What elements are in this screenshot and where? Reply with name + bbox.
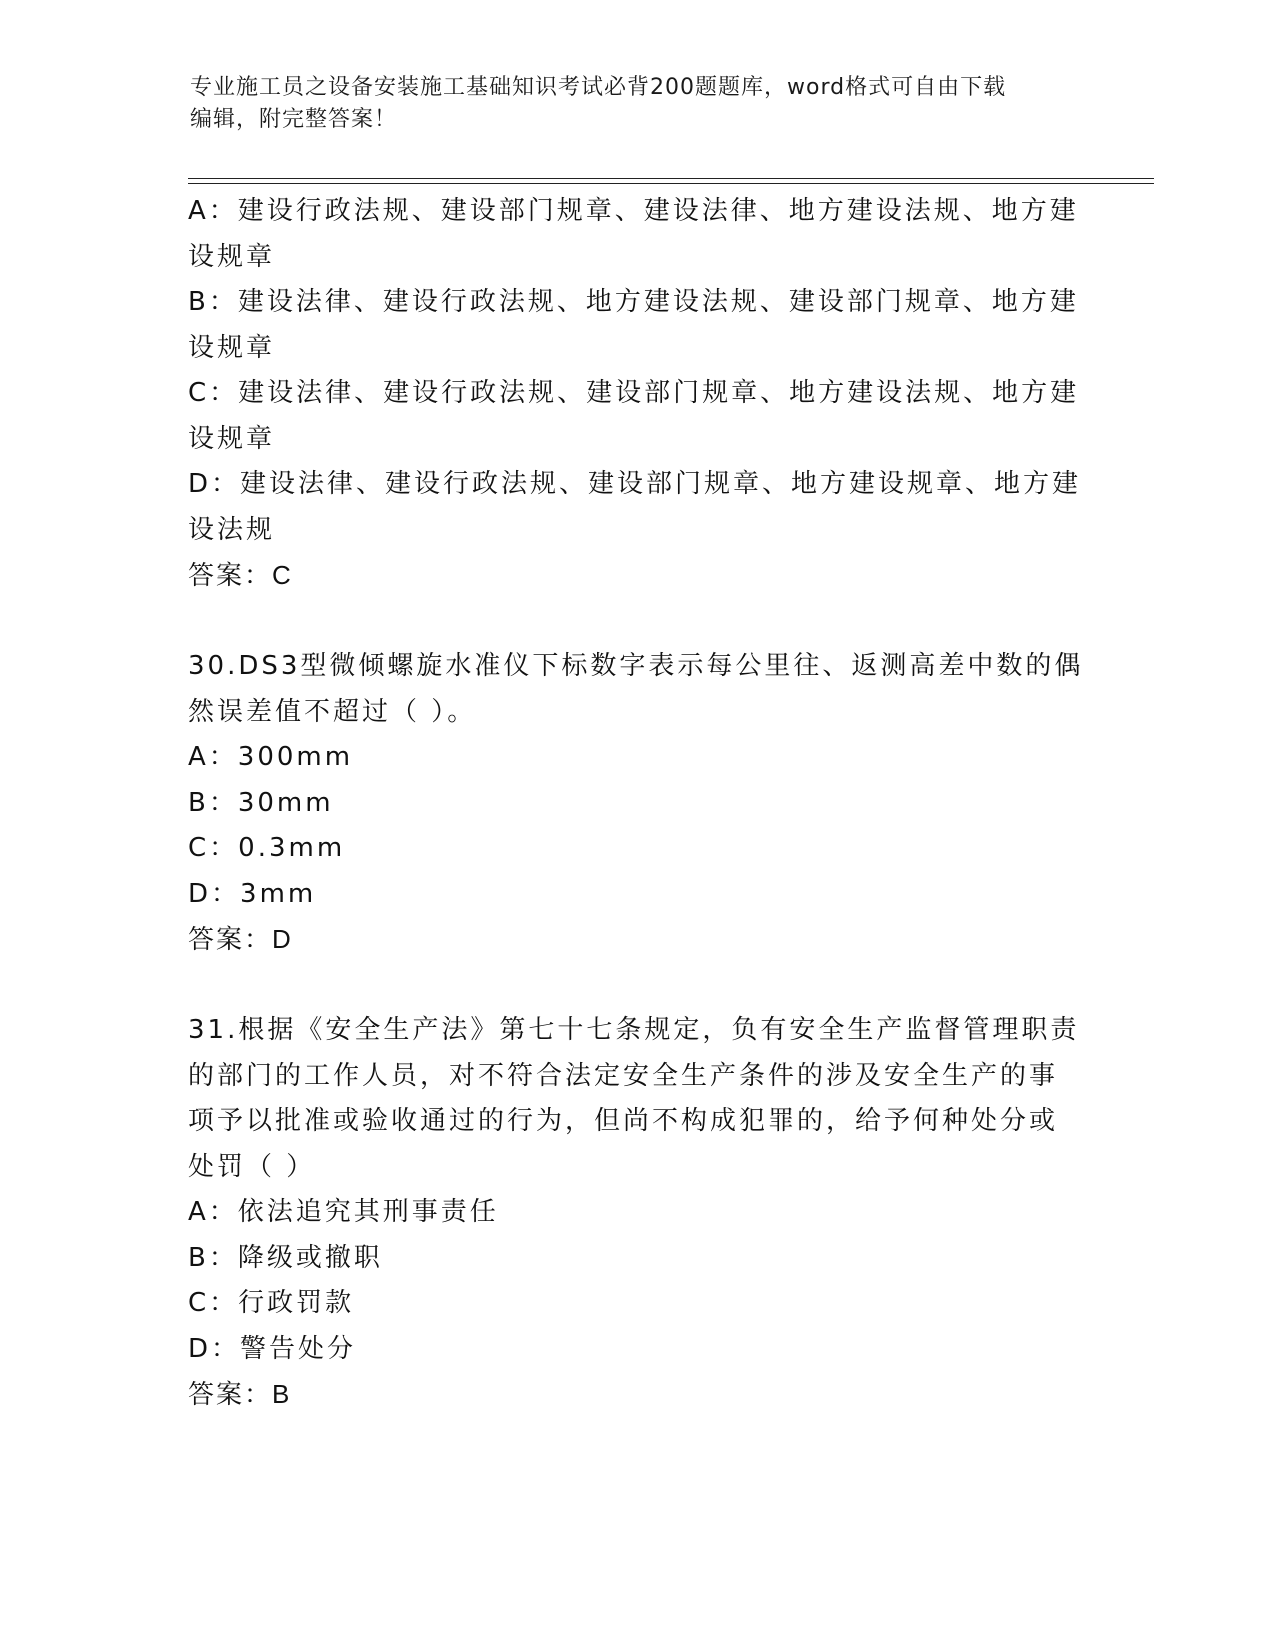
- q29-option-d-line-2: 设法规: [188, 514, 276, 545]
- q31-answer: 答案：B: [188, 1379, 292, 1409]
- q29-option-b-line-2: 设规章: [188, 332, 276, 363]
- q30-option-c: C：0.3mm: [188, 833, 346, 863]
- q29-option-d-line-1: D：建设法律、建设行政法规、建设部门规章、地方建设规章、地方建: [188, 469, 1082, 499]
- document-header: [190, 72, 1070, 136]
- q31-stem-line-3: 项予以批准或验收通过的行为，但尚不构成犯罪的，给予何种处分或: [188, 1106, 1059, 1136]
- q30-stem-line-2: 然误差值不超过（ ）。: [188, 696, 477, 727]
- q30-option-d: D：3mm: [188, 878, 317, 909]
- q29-option-a-line-1: A：建设行政法规、建设部门规章、建设法律、地方建设法规、地方建: [188, 196, 1079, 226]
- q29-answer: 答案：C: [188, 560, 293, 590]
- q30-stem-line-1: 30.DS3型微倾螺旋水准仪下标数字表示每公里往、返测高差中数的偶: [188, 651, 1084, 681]
- q30-option-a: A：300mm: [188, 742, 354, 772]
- q30-option-b: B：30mm: [188, 787, 334, 818]
- question-29-block: [188, 189, 1088, 599]
- q31-option-d: D：警告处分: [188, 1333, 357, 1364]
- q31-stem-line-2: 的部门的工作人员，对不符合法定安全生产条件的涉及安全生产的事: [188, 1060, 1059, 1091]
- header-title-line-2: 编辑，附完整答案！: [190, 107, 398, 132]
- q29-option-a-line-2: 设规章: [188, 241, 276, 272]
- q31-option-b: B：降级或撤职: [188, 1242, 383, 1273]
- question-list: [188, 189, 1088, 1418]
- q29-option-c-line-2: 设规章: [188, 423, 276, 454]
- header-divider-top: [188, 178, 1154, 179]
- q31-stem-line-1: 31.根据《安全生产法》第七十七条规定，负有安全生产监督管理职责: [188, 1015, 1080, 1045]
- q31-option-a: A：依法追究其刑事责任: [188, 1197, 499, 1227]
- q31-option-c: C：行政罚款: [188, 1288, 355, 1318]
- question-31-block: [188, 1008, 1088, 1418]
- question-spacer: [188, 599, 1088, 645]
- question-30-block: [188, 644, 1088, 963]
- q29-option-c-line-1: C：建设法律、建设行政法规、建设部门规章、地方建设法规、地方建: [188, 378, 1080, 408]
- header-divider-bottom: [188, 183, 1154, 184]
- header-title-line-1: 专业施工员之设备安装施工基础知识考试必背200题题库，word格式可自由下载: [190, 75, 1007, 100]
- question-spacer: [188, 963, 1088, 1009]
- q29-option-b-line-1: B：建设法律、建设行政法规、地方建设法规、建设部门规章、地方建: [188, 287, 1079, 317]
- q31-stem-line-4: 处罚（ ）: [188, 1151, 316, 1182]
- q30-answer: 答案：D: [188, 924, 293, 954]
